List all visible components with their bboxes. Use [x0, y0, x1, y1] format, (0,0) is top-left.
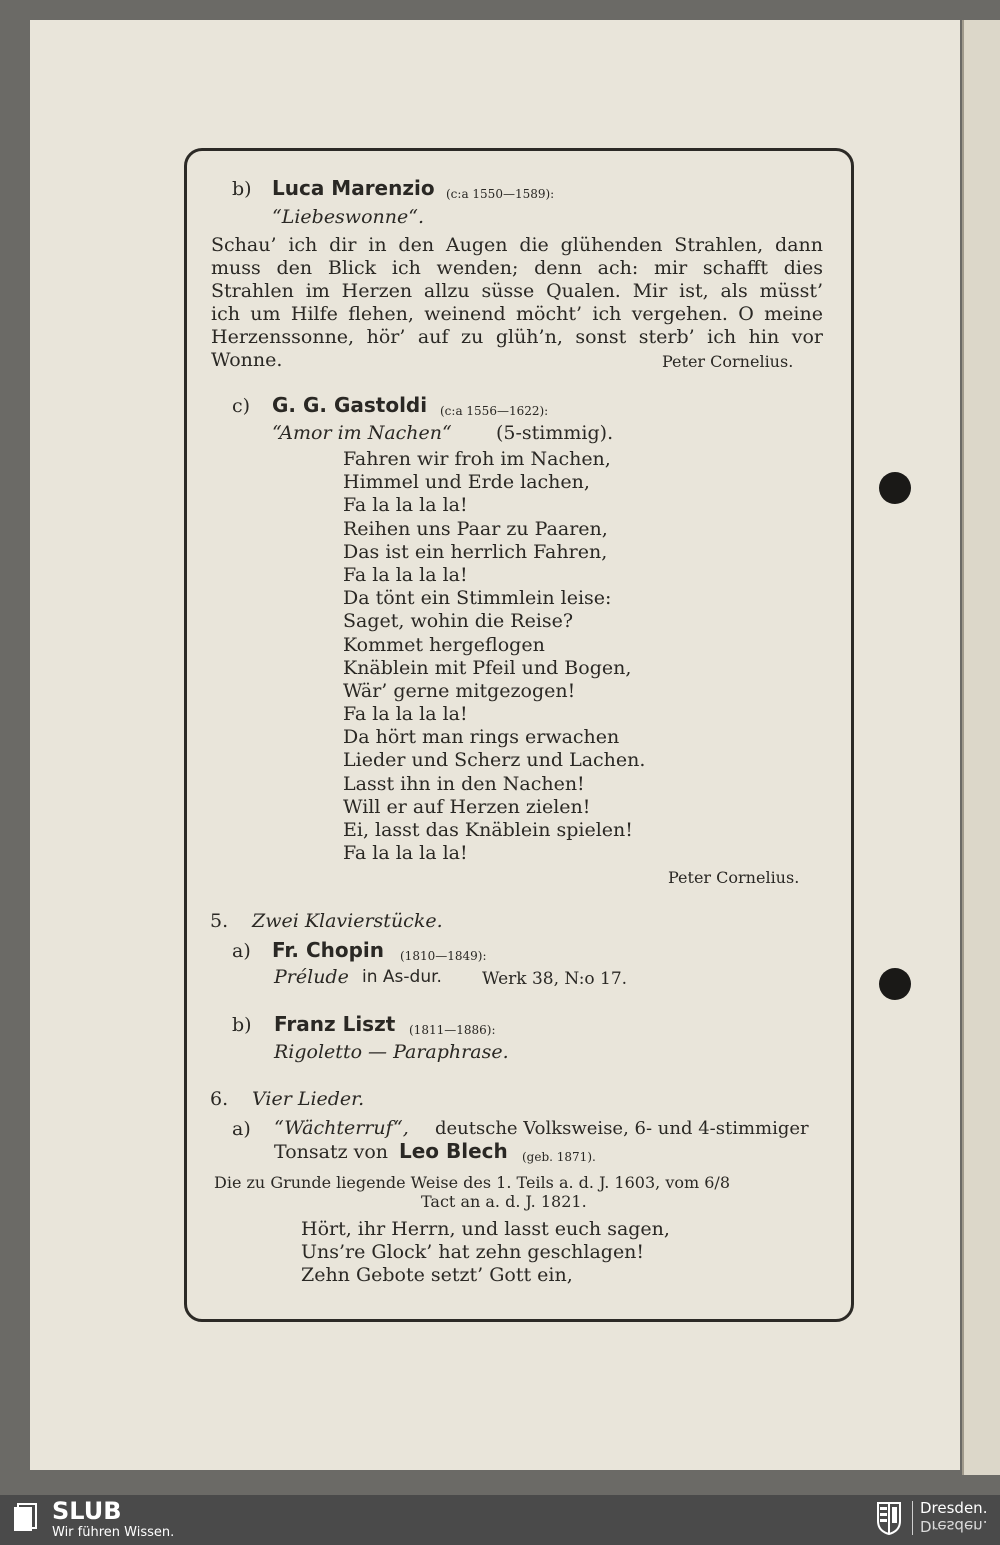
desc-waechterruf: deutsche Volksweise, 6- und 4-stimmiger — [435, 1118, 809, 1139]
verse-line: Fahren wir froh im Nachen, — [343, 448, 611, 470]
slub-logo-icon — [12, 1503, 38, 1533]
title-note-gastoldi: (5-stimmig). — [496, 422, 614, 444]
item-b-label: b) — [232, 178, 252, 200]
lyric-line: Strahlen im Herzen allzu süsse Qualen. Mir ist, als müsst’ — [211, 280, 823, 302]
verse-line: Fa la la la la! — [343, 563, 468, 586]
composer-chopin: Fr. Chopin — [272, 938, 385, 962]
composer-gastoldi: G. G. Gastoldi — [272, 393, 428, 417]
slub-name: SLUB — [52, 1497, 122, 1525]
composer-marenzio: Luca Marenzio — [272, 176, 435, 200]
title-waechterruf: “Wächterruf“, — [274, 1117, 409, 1139]
verse-line: Hört, ihr Herrn, und lasst euch sagen, — [301, 1218, 670, 1240]
lyric-line: Schau’ ich dir in den Augen die glühenden Strahlen, dann — [211, 234, 823, 256]
dresden-name: Dresden. — [920, 1499, 988, 1517]
section-6-number: 6. — [210, 1088, 229, 1110]
verse-line: Fa la la la la! — [343, 494, 468, 517]
lyric-line: muss den Blick ich wenden; denn ach: mir schafft dies — [211, 257, 823, 279]
adjacent-page-edge — [962, 20, 1000, 1475]
desc-tonsatz: Tonsatz von — [274, 1141, 389, 1163]
item-5a-label: a) — [232, 940, 251, 962]
verse-line: Zehn Gebote setzt’ Gott ein, — [301, 1264, 573, 1287]
dresden-crest-icon — [876, 1501, 902, 1535]
verse-line: Knäblein mit Pfeil und Bogen, — [343, 656, 632, 679]
verse-line: Das ist ein herrlich Fahren, — [343, 540, 608, 563]
dates-blech: (geb. 1871). — [522, 1150, 596, 1164]
dates-gastoldi: (c:a 1556—1622): — [440, 404, 549, 418]
verse-line: Reihen uns Paar zu Paaren, — [343, 517, 608, 540]
note-line-1: Die zu Grunde liegende Weise des 1. Teils a. d. J. 1603, vom 6/8 — [214, 1173, 730, 1192]
composer-blech: Leo Blech — [399, 1139, 508, 1163]
key-prelude: in As-dur. — [362, 967, 442, 987]
item-6a-label: a) — [232, 1118, 251, 1140]
translator-gastoldi: Peter Cornelius. — [668, 868, 800, 887]
verse-line: Da tönt ein Stimmlein leise: — [343, 587, 612, 610]
punch-hole-top — [879, 472, 911, 504]
section-5-title: Zwei Klavierstücke. — [252, 910, 443, 932]
verse-line: Uns’re Glock’ hat zehn geschlagen! — [301, 1241, 645, 1264]
lyric-line: Wonne. — [211, 349, 283, 371]
title-liebeswonne: “Liebeswonne“. — [272, 206, 424, 228]
verse-line: Kommet hergeflogen — [343, 633, 545, 656]
verse-line: Wär’ gerne mitgezogen! — [343, 679, 576, 702]
dresden-separator — [912, 1501, 913, 1535]
verse-waechterruf — [301, 1218, 670, 1288]
lyric-line: ich um Hilfe flehen, weinend möcht’ ich vergehen. O meine — [211, 303, 823, 325]
verse-line: Lasst ihn in den Nachen! — [343, 772, 585, 795]
slub-tagline: Wir führen Wissen. — [52, 1525, 175, 1540]
verse-line: Fa la la la la! — [343, 703, 468, 726]
verse-line: Saget, wohin die Reise? — [343, 610, 574, 633]
item-c-label: c) — [232, 395, 251, 417]
verse-line: Lieder und Scherz und Lachen. — [343, 749, 646, 772]
section-6-title: Vier Lieder. — [252, 1088, 365, 1110]
verse-line: Da hört man rings erwachen — [343, 726, 620, 749]
verse-line: Fa la la la la! — [343, 842, 468, 865]
dresden-name-reflection: Dresden. — [920, 1517, 988, 1535]
translator-marenzio: Peter Cornelius. — [662, 352, 794, 371]
verse-line: Will er auf Herzen zielen! — [343, 795, 591, 818]
note-line-2: Tact an a. d. J. 1821. — [421, 1192, 587, 1211]
lyric-line: Herzenssonne, hör’ auf zu glüh’n, sonst sterb’ ich hin vor — [211, 326, 823, 348]
punch-hole-bottom — [879, 968, 911, 1000]
item-5b-label: b) — [232, 1014, 252, 1036]
composer-liszt: Franz Liszt — [274, 1012, 396, 1036]
title-amor-im-nachen: “Amor im Nachen“ — [272, 422, 452, 444]
opus-prelude: Werk 38, N:o 17. — [482, 969, 628, 989]
dates-marenzio: (c:a 1550—1589): — [446, 187, 555, 201]
section-5-number: 5. — [210, 910, 229, 932]
work-rigoletto: Rigoletto — Paraphrase. — [274, 1041, 509, 1063]
verse-line: Himmel und Erde lachen, — [343, 471, 590, 494]
work-prelude: Prélude — [274, 966, 349, 988]
verse-amor-im-nachen — [343, 448, 645, 865]
dates-liszt: (1811—1886): — [409, 1023, 496, 1037]
verse-line: Ei, lasst das Knäblein spielen! — [343, 819, 633, 841]
dates-chopin: (1810—1849): — [400, 949, 487, 963]
viewer-footer — [0, 1495, 1000, 1545]
